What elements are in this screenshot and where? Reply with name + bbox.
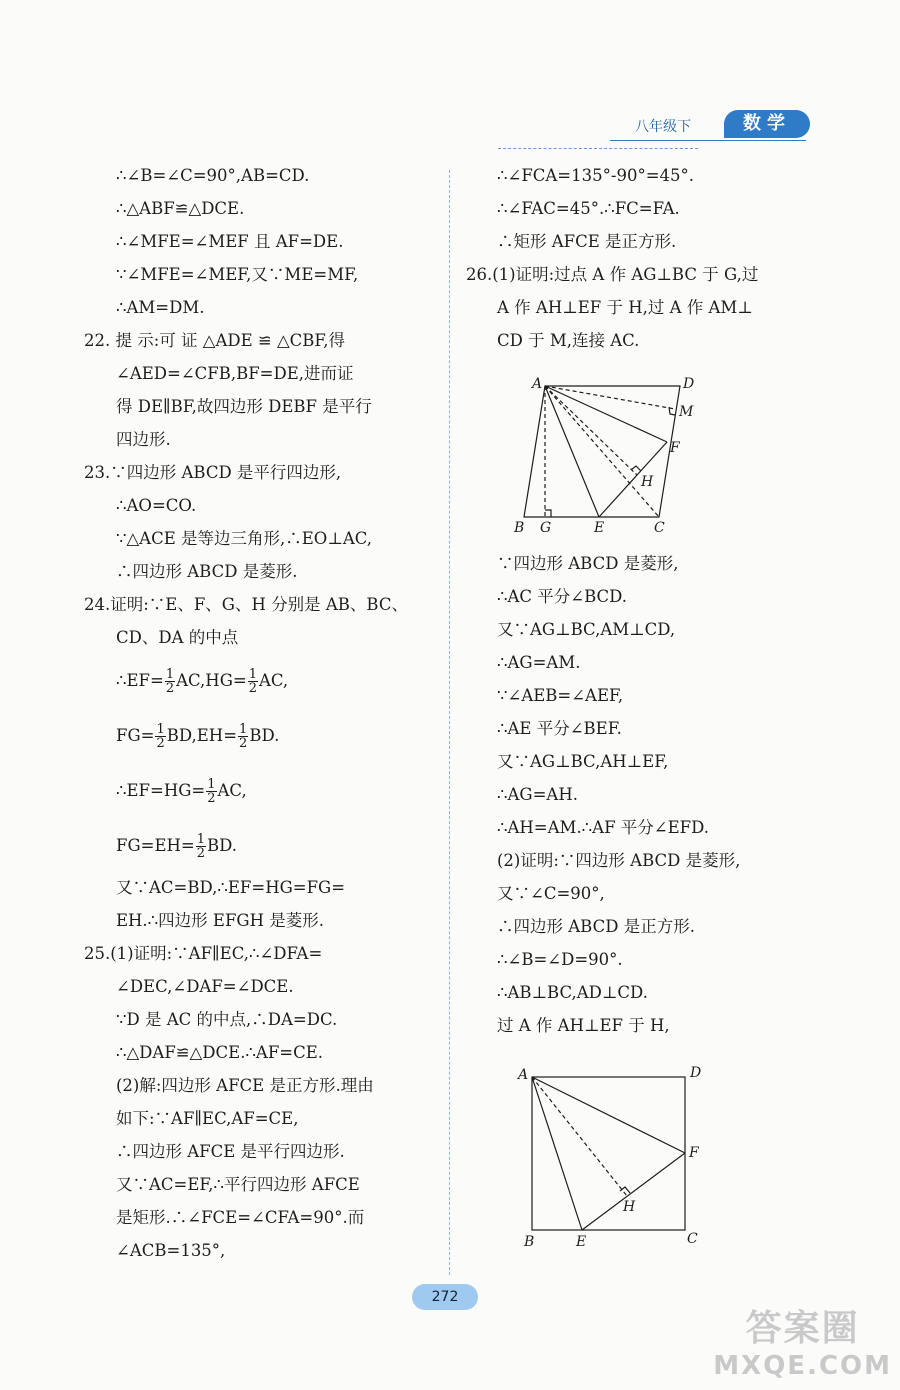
text-line: 25.(1)证明:∵AF∥EC,∴∠DFA= [84,944,323,963]
text-line: ∴AB⊥BC,AD⊥CD. [497,983,648,1002]
text-line: ∴AO=CO. [116,496,197,515]
text-line: 如下:∵AF∥EC,AF=CE, [116,1109,299,1128]
text-line: 又∵AC=EF,∴平行四边形 AFCE [116,1175,360,1194]
text-line: ∴四边形 ABCD 是正方形. [497,917,695,936]
text-line: ∵△ACE 是等边三角形,∴EO⊥AC, [116,529,373,548]
watermark [713,1300,892,1381]
text-line: 又∵∠C=90°, [497,884,605,903]
rhombus-figure [505,368,695,538]
label-b: B [514,520,525,536]
text-line: 过 A 作 AH⊥EF 于 H, [497,1016,670,1035]
text-line: EH.∴四边形 EFGH 是菱形. [116,911,324,930]
label-e: E [594,520,605,536]
segment-ae [545,386,599,517]
text-line: 26.(1)证明:过点 A 作 AG⊥BC 于 G,过 [466,265,759,284]
text-line: ∴AG=AM. [497,653,581,672]
label-a: A [518,1067,529,1083]
square-figure [510,1060,710,1250]
text-line: CD、DA 的中点 [116,628,239,647]
segment-ac [545,386,659,517]
header-dash [498,148,698,149]
column-divider [449,170,450,1275]
fraction-line: ∴EF=HG= $\frac{1}{2}$ AC, [116,777,247,806]
text-line: ∴△DAF≌△DCE.∴AF=CE. [116,1043,324,1062]
segment-ef [582,1153,685,1230]
label-m: M [679,404,694,420]
label-a: A [532,376,543,392]
label-h: H [623,1199,636,1215]
text-line: A 作 AH⊥EF 于 H,过 A 作 AM⊥ [497,298,753,317]
text-line: ∴AH=AM.∴AF 平分∠EFD. [497,818,709,837]
text-line: ∵D 是 AC 的中点,∴DA=DC. [116,1010,338,1029]
text-line: ∴∠MFE=∠MEF 且 AF=DE. [116,232,344,251]
text-line: ∴∠B=∠D=90°. [497,950,623,969]
fraction-line: ∴EF= $\frac{1}{2}$ AC,HG= $\frac{1}{2}$ AC, [116,667,289,696]
text-line: ∴AM=DM. [116,298,205,317]
header-underline [610,140,806,141]
label-f: F [689,1145,699,1161]
subject-badge: 数学 [724,110,810,138]
text-line: (2)解:四边形 AFCE 是正方形.理由 [116,1076,374,1095]
text-line: ∴△ABF≌△DCE. [116,199,245,218]
watermark-url: MXQE.COM [713,1351,892,1381]
segment-af [545,386,667,442]
text-line: ∴AC 平分∠BCD. [497,587,628,606]
grade-label: 八年级下 [635,119,691,135]
text-line: 22. 提 示:可 证 △ADE ≌ △CBF,得 [84,331,346,350]
text-line: ∵四边形 ABCD 是菱形, [497,554,679,573]
text-line: ∴∠B=∠C=90°,AB=CD. [116,166,310,185]
text-line: CD 于 M,连接 AC. [497,331,640,350]
label-h: H [641,474,654,490]
text-line: ∠AED=∠CFB,BF=DE,进而证 [116,364,354,383]
label-b: B [524,1234,535,1250]
text-line: 又∵AG⊥BC,AH⊥EF, [497,752,669,771]
segment-ef [599,442,667,517]
text-line: 四边形. [116,430,171,449]
text-line: ∴四边形 AFCE 是平行四边形. [116,1142,345,1161]
text-line: 23.∵四边形 ABCD 是平行四边形, [84,463,342,482]
text-line: ∴矩形 AFCE 是正方形. [497,232,677,251]
label-g: G [540,520,552,536]
text-line: 又∵AG⊥BC,AM⊥CD, [497,620,676,639]
square-abcd [532,1077,685,1230]
label-c: C [654,520,665,536]
text-line: ∠DEC,∠DAF=∠DCE. [116,977,294,996]
label-f: F [670,440,680,456]
text-line: ∴四边形 ABCD 是菱形. [116,562,298,581]
text-line: ∴AG=AH. [497,785,578,804]
text-line: (2)证明:∵四边形 ABCD 是菱形, [497,851,741,870]
page-header [610,110,810,146]
label-d: D [690,1065,702,1081]
text-line: ∴∠FCA=135°-90°=45°. [497,166,695,185]
label-c: C [687,1231,698,1247]
text-line: ∵∠AEB=∠AEF, [497,686,624,705]
text-line: ∴∠FAC=45°.∴FC=FA. [497,199,680,218]
text-line: 是矩形.∴∠FCE=∠CFA=90°.而 [116,1208,365,1227]
text-line: 得 DE∥BF,故四边形 DEBF 是平行 [116,397,372,416]
fraction-line: FG=EH= $\frac{1}{2}$ BD. [116,832,238,861]
segment-ae [532,1077,582,1230]
text-line: 24.证明:∵E、F、G、H 分别是 AB、BC、 [84,595,408,614]
text-line: ∴AE 平分∠BEF. [497,719,622,738]
segment-am [545,386,675,409]
label-e: E [576,1234,587,1250]
text-line: 又∵AC=BD,∴EF=HG=FG= [116,878,346,897]
label-d: D [683,376,695,392]
text-line: ∵∠MFE=∠MEF,又∵ME=MF, [116,265,359,284]
text-line: ∠ACB=135°, [116,1241,226,1260]
page-number: 272 [412,1284,478,1310]
segment-ah [532,1077,627,1196]
fraction-line: FG= $\frac{1}{2}$ BD,EH= $\frac{1}{2}$ BD. [116,722,280,751]
watermark-title: 答案圈 [745,1308,860,1349]
segment-af [532,1077,685,1153]
